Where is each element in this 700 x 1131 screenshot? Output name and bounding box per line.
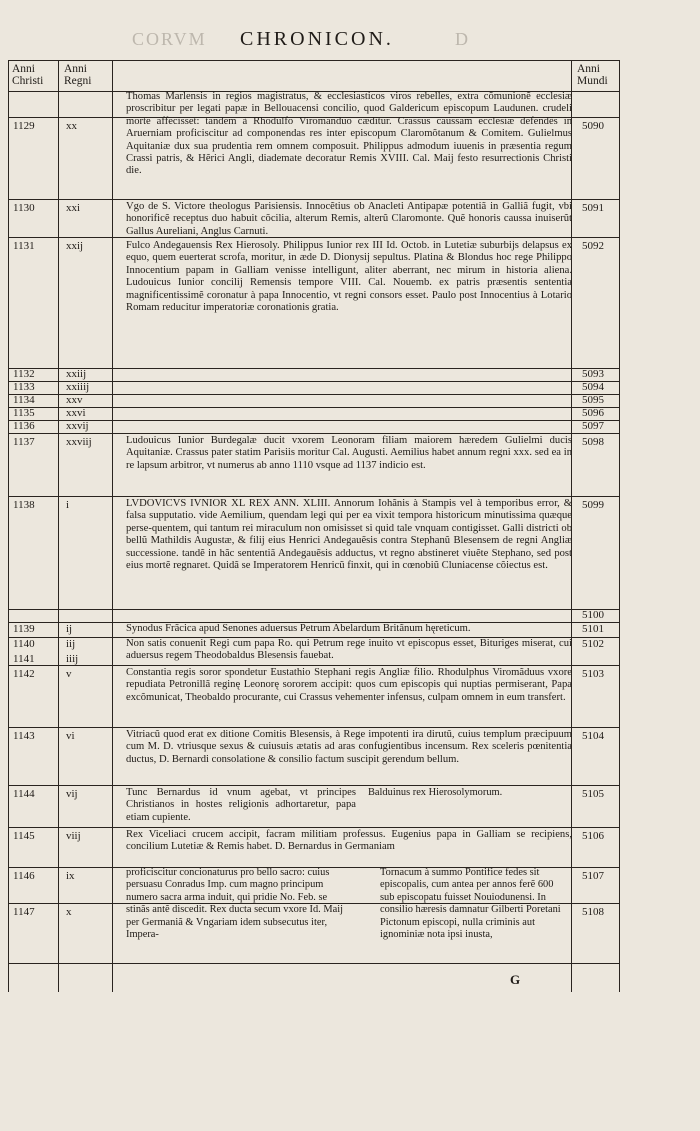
year-regni: iiij: [66, 653, 79, 665]
year-mundi: 5108: [582, 906, 604, 918]
year-mundi: 5106: [582, 830, 604, 842]
table-row: [8, 237, 620, 369]
year-regni: iij: [66, 638, 76, 650]
year-christi: 1139: [13, 623, 35, 635]
year-regni: i: [66, 499, 70, 511]
year-mundi: 5091: [582, 202, 604, 214]
chronicle-entry: LVDOVICVS IVNIOR XL REX ANN. XLIII. Annorum Iohãnis à Stampis vel à temporibus error, & falsa supputatio. vide Aemilium, quendam legi qui per ea vixit tempora historicum minutissima quæque perse-quentem, qui tantum rei miraculum non omisisset si quid tale vnquam contigisset. Galli districti ob bellũ Mathildis Augustæ, & filij eius Henrici Andegauẽsis contra Stephanũ Blesensem de regni Angliæ successione. tandẽ in hãc sententiã Andegauẽsis adductus, vt regno abstineret viuẽte Stephano, sed post eius mortẽ regnaret. Quidã se Imperatorem Henricũ finxit, qui in cœnobiũ Cluniacense cõiectus est.: [126, 498, 572, 572]
year-regni: viij: [66, 830, 81, 842]
table-row: [8, 117, 620, 200]
year-christi: 1130: [13, 202, 35, 214]
year-christi: 1144: [13, 788, 35, 800]
year-christi: 1146: [13, 870, 35, 882]
year-mundi: 5097: [582, 420, 604, 432]
chronicle-entry: Synodus Frãcica apud Senones aduersus Petrum Abelardum Britãnum hęreticum.: [126, 623, 471, 634]
margin-note-baldwin: Balduinus rex Hierosolymorum.: [368, 787, 503, 798]
signature-mark: G: [510, 972, 521, 987]
year-mundi: 5093: [582, 368, 604, 380]
year-regni: x: [66, 906, 72, 918]
table-row: [8, 407, 620, 421]
year-mundi: 5098: [582, 436, 604, 448]
table-header: [8, 60, 620, 92]
table-row: [8, 637, 620, 666]
year-mundi: 5101: [582, 623, 604, 635]
year-regni: xxvi: [66, 407, 86, 419]
chronicle-entry-left: proficiscitur concionaturus pro bello sacro: cuius persuasu Conradus Imp. cum magno principum numero sacra arma induit, qui pridie No. Feb. se stinãs antẽ discedit. Rex ducta secum vxore Id. Maij per Germaniã & Vngariam idem subsecutus iter, Impera-: [126, 867, 343, 941]
year-regni: xxiiij: [66, 381, 90, 393]
year-christi: 1140: [13, 638, 35, 650]
year-christi: 1132: [13, 368, 35, 380]
year-mundi: 5107: [582, 870, 604, 882]
table-row: [8, 420, 620, 434]
table-row: [8, 785, 620, 828]
year-mundi: 5105: [582, 788, 604, 800]
year-christi: 1134: [13, 394, 35, 406]
year-mundi: 5103: [582, 668, 604, 680]
chronicle-entry: Non satis conuenit Regi cum papa Ro. qui Petrum rege inuito vt episcopus esset, Bituriges miserat, cui aduersus regem Theodobaldus Blesensis fauebat.: [126, 638, 572, 662]
table-row: [8, 496, 620, 610]
year-regni: vi: [66, 730, 75, 742]
year-regni: vij: [66, 788, 78, 800]
table-row: [8, 827, 620, 868]
year-regni: v: [66, 668, 72, 680]
year-mundi: 5092: [582, 240, 604, 252]
table-row: [8, 394, 620, 408]
chronicle-entry: Rex Viceliaci crucem accipit, facram militiam professus. Eugenius papa in Galliam se recipiens, concilium Lutetiæ & Remis habet. D. Bernardus in Germaniam: [126, 829, 572, 853]
year-mundi: 5100: [582, 609, 604, 621]
year-mundi: 5094: [582, 381, 604, 393]
page-title: CHRONICON.: [240, 28, 394, 50]
year-regni: xxij: [66, 240, 84, 252]
year-regni: xxi: [66, 202, 81, 214]
table-row: [8, 609, 620, 623]
table-row: [8, 622, 620, 638]
table-row: [8, 665, 620, 728]
chronicle-entry: Constantia regis soror spondetur Eustathio Stephani regis Angliæ filio. Rhodulphus Viromãduus vxore repudiata Petronillã reginę Leonorę sororem accipit: quos cum episcopis qui nuptias permiserant, Papa excõmunicat, Theobaldo procurante, cui Crassus vehementer infensus, culpam omnem in eum transfert.: [126, 667, 572, 703]
year-regni: xxv: [66, 394, 83, 406]
table-row: [8, 727, 620, 786]
column-anni-mundi: Anni Mundi: [577, 63, 608, 87]
year-regni: ij: [66, 623, 73, 635]
year-regni: xxvij: [66, 420, 89, 432]
year-christi: 1141: [13, 653, 35, 665]
year-mundi: 5090: [582, 120, 604, 132]
year-regni: ix: [66, 870, 75, 882]
year-christi: 1143: [13, 730, 35, 742]
year-regni: xx: [66, 120, 77, 132]
year-christi: 1133: [13, 381, 35, 393]
year-christi: 1147: [13, 906, 35, 918]
show-through-text-left: CORVM: [132, 29, 207, 49]
year-mundi: 5099: [582, 499, 604, 511]
year-christi: 1129: [13, 120, 35, 132]
table-row: [8, 433, 620, 497]
chronicle-entry: Vgo de S. Victore theologus Parisiensis. Innocẽtius ob Anacleti Antipapæ potentiã in Galliã fugit, vbi honorificẽ receptus duo habuit cõcilia, alterum Remis, alterũ Claromonte. Quẽ honoris caussa inuiserũt Gallus Aureliani, Anglus Carnuti.: [126, 201, 572, 237]
table-row: [8, 903, 620, 964]
year-christi: 1136: [13, 420, 35, 432]
column-anni-christi: Anni Christi: [12, 63, 44, 87]
chronicle-entry: Vitriacũ quod erat ex ditione Comitis Blesensis, à Rege impotenti ira dirutũ, cuius templum præcipuum cum M. D. vtriusque sexus & cuiusuis ætatis ad aras confugientibus incensum. Rex sceleris pœnitentia ductus, D. Bernardi consolatione & consilio factum suscipit gerendum bellum.: [126, 729, 572, 765]
year-regni: xxiij: [66, 368, 87, 380]
year-regni: xxviij: [66, 436, 92, 448]
table-row: [8, 368, 620, 382]
year-mundi: 5102: [582, 638, 604, 650]
year-mundi: 5095: [582, 394, 604, 406]
year-christi: 1145: [13, 830, 35, 842]
column-anni-regni: Anni Regni: [64, 63, 92, 87]
show-through-text-right: D: [455, 29, 470, 49]
table-row: [8, 381, 620, 395]
year-christi: 1138: [13, 499, 35, 511]
year-christi: 1142: [13, 668, 35, 680]
chronicle-entry: Thomas Marlensis in regios magistratus, & ecclesiasticos viros rebelles, extra cõmunionẽ ecclesiæ proscribitur per legati papæ in Bellouacensi concilio, quod Galdericum episcopum Laudunen. crudeli morte affecisset: tandem à Rhodulfo Viromanduo cæditur. Crassus caussam ecclesiæ defendẽs in Aruerniam proficiscitur ad componendas res inter episcopum Claromõtanum & Comitem. Gulielmus Aquitaniæ dux sua prudentia rem omnem composuit. Philippus admodum iuuenis in præsentia regum Crassi patris, & Hẽrici Angli, diademate decoratur Remis XVIII. Cal. Maij festo resurrectionis Christi die.: [126, 91, 572, 177]
year-christi: 1135: [13, 407, 35, 419]
table-row: [8, 199, 620, 238]
year-mundi: 5096: [582, 407, 604, 419]
year-christi: 1131: [13, 240, 35, 252]
year-christi: 1137: [13, 436, 35, 448]
chronicle-entry: Fulco Andegauensis Rex Hierosoly. Philippus Iunior rex III Id. Octob. in Lutetiæ suburbijs delapsus ex equo, quem euerterat scrofa, moritur, in æde D. Dionysij sepultus. Platina & Blondus hoc rege Philippo Innocentium papam in Galliam venisse intelligunt, aliter aberrant, nec mirum in historia aliena. Ludouicus Iunior concilij Remensis tempore VIII. Cal. Nouemb. ex patris præsentis sententia magnificentissimẽ coronatur à papa Innocentio, vt regni consors esset. Paulo post Innocentius à Lotario Romam reducitur imperatoriæ coronationis gratia.: [126, 240, 572, 314]
chronicle-entry: Ludouicus Iunior Burdegalæ ducit vxorem Leonoram filiam maiorem hæredem Gulielmi ducis Aquitaniæ. Crassus pater statim Parisiis moritur Cal. Augusti. Aemilius habet annum regni xxx. sed ea in re lapsum arbitror, vt numerus ab anno 1110 vsque ad 1137 indicio est.: [126, 435, 572, 471]
chronicle-entry: Tunc Bernardus id vnum agebat, vt principes Christianos in hostes religionis adhortaretur, papa etiam cupiente.: [126, 787, 356, 823]
year-mundi: 5104: [582, 730, 604, 742]
chronicle-entry-right: Tornacum à summo Pontifice fedes sit episcopalis, cum antea per annos ferẽ 600 sub episcopatu fuisset Nouiodunensi. In consilio hæresis damnatur Gilberti Poretani Pictonum episcopi, nulla criminis aut ignominiæ nota ipsi inusta,: [380, 867, 561, 941]
